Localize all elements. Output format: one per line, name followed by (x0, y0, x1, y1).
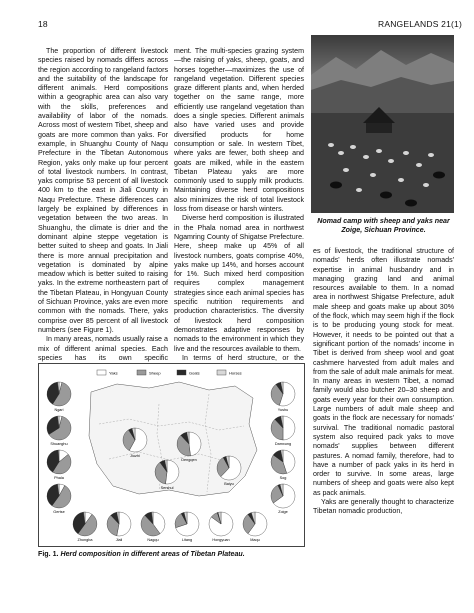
pie-label: Sog (279, 476, 287, 480)
pie-label: Maqu (250, 538, 260, 542)
pie-label: Ngari (54, 408, 64, 412)
photo-caption: Nomad camp with sheep and yaks near Zoige, Sichuan Province. (317, 217, 450, 234)
pie-chart (271, 450, 295, 480)
figure-caption-text: Herd composition in different areas of Tibetan Plateau. (60, 550, 245, 558)
page-number: 18 (38, 19, 48, 29)
pie-label: Baiyu (224, 482, 234, 486)
pie-chart (243, 512, 267, 542)
pie-chart (47, 382, 71, 412)
figure-legend (97, 370, 242, 376)
pie-chart (47, 416, 71, 446)
pie-label: Shuanghu (50, 442, 68, 446)
pie-label: Sershul (160, 486, 174, 490)
paragraph: Diverse herd composition is illustrated in the Phala nomad area in northwest Ngamring County of Shigatse Prefecture. Here, sheep make up 45% of all livestock numbers, goats comprise 40%, yaks make up 14%, and horses account for 1%. Such mixed herd composition requires complex management strategies since each animal species has specific nutrition requirements and production characteristics. The diversity of livestock herd composition demonstrates adaptive responses by nomads to the environment in which they live and the resources available to them. (174, 214, 304, 353)
pie-label: Damxung (274, 442, 292, 446)
paragraph: The proportion of different livestock species raised by nomads differs across the region according to rangeland factors and the suitability of the landscape for different animals. Herd compositions within a geographic area can also vary with the skills, preferences and availability of labor of the nomads. Across most of western Tibet, sheep and goats are more common than yaks. For example, in Shuanghu County of Naqu Prefecture in the Tibetan Autonomous Region, yaks only make up four percent of total livestock numbers. In contrast, yaks comprise 53 percent of all livestock 400 km to the east in Jiali County in Naqu Prefecture. These differences can largely be explained by differences in vegetation between the two areas. In Shuanghu, the climate is drier and the dominant alpine steppe vegetation is better suited to sheep and goats. In Jiali there is more annual precipitation and vegetation is dominated by alpine meadow which is better suited to raising yaks. In the extreme northeastern part of the Tibetan Plateau, in Hongyuan County of Sichuan Province, yaks are even more common with the nomads. There, yaks comprise over 85 percent of all livestock numbers (see Figure 1). (38, 47, 168, 334)
pie-label: Hongyuan (212, 538, 230, 542)
pie-label: Dengqen (181, 458, 197, 462)
pie-chart (107, 512, 131, 542)
legend-swatch (177, 370, 186, 375)
herd-composition-figure (38, 363, 305, 547)
legend-label: Yaks (109, 370, 118, 376)
nomad-camp-photo (311, 35, 454, 213)
legend-swatch (97, 370, 106, 375)
pie-label: Nagqu (147, 538, 159, 542)
herd-composition-map (39, 364, 304, 546)
pie-slice (283, 416, 295, 440)
paragraph: Yaks are generally thought to characterize Tibetan nomadic production, (313, 498, 454, 516)
pie-chart (47, 450, 71, 480)
pie-label: Gertse (53, 510, 65, 514)
legend-label: Goats (189, 370, 200, 376)
pie-label: Jiuzhi (130, 454, 140, 458)
paragraph: In terms of herd structure, or the (182, 353, 304, 362)
pie-chart (271, 382, 295, 412)
journal-running-header: RANGELANDS 21(1) (378, 19, 462, 29)
pie-chart (271, 484, 295, 514)
pie-label: Zhongba (77, 538, 93, 542)
pie-label: Jiali (115, 538, 123, 542)
pie-label: Litang (181, 538, 193, 542)
paragraph: In many areas, nomads usually raise a mix of different animal species. Each species has its own specific (38, 335, 168, 362)
figure-caption-label: Fig. 1. (38, 550, 59, 558)
pie-chart (209, 512, 233, 542)
legend-label: Horses (229, 370, 242, 376)
legend-swatch (217, 370, 226, 375)
legend-swatch (137, 370, 146, 375)
body-column-left (38, 47, 168, 382)
paragraph: es of livestock, the traditional structure of nomads' herds often illustrate nomads' expertise in animal husbandry and in managing grazing land and animal resources available to them. In a nomad area in northwest Shigatse Prefecture, adult male sheep and goats make up about 30% of the flock, which may seem high if the flock is to be producing young stock for meat. However, it needs to be pointed out that a significant portion of the nomads' income in Tibet is derived from sheep wool and goat cashmere harvested from adult males and from the sale of adult male animals for meat. In many areas in western Tibet, a nomad family would also butcher 20–30 sheep and goats every year for their own consumption. Large numbers of adult male sheep and goats in the flock are necessary for nomads' survival. The traditional nomadic pastoral system also required pack yaks to move nomads' supplies between different pastures. A nomad family, therefore, had to have a number of pack yaks in its herd in order to survive. In some areas, large numbers of sheep and goats were also kept as pack animals. (313, 247, 454, 497)
pie-label: Yushu (277, 408, 289, 412)
body-column-middle (174, 47, 304, 372)
pie-chart (175, 512, 199, 542)
pie-label: Phala (54, 476, 64, 480)
pie-chart (73, 512, 97, 542)
pie-chart (271, 416, 295, 446)
pie-chart (47, 484, 71, 514)
legend-label: Sheep (149, 370, 161, 376)
pie-chart (141, 512, 165, 542)
paragraph: ment. The multi-species grazing system—the raising of yaks, sheep, goats, and horses together—maximizes the use of rangeland vegetation. Different species graze different plants and, when herded together on the same range, more efficiently use rangeland vegetation than does a single species. Different animals also have varied uses and provide diversified products for home consumption or sale. In western Tibet, where yaks are fewer, both sheep and goats are milked, while in the eastern Tibetan Plateau yaks are more commonly used to supply milk products. Maintaining diverse herd compositions also minimizes the risk of total livestock loss from disease or harsh winters. (174, 47, 304, 214)
figure-caption (38, 550, 303, 559)
pie-label: Zoige (278, 510, 288, 514)
body-column-right (313, 247, 454, 517)
